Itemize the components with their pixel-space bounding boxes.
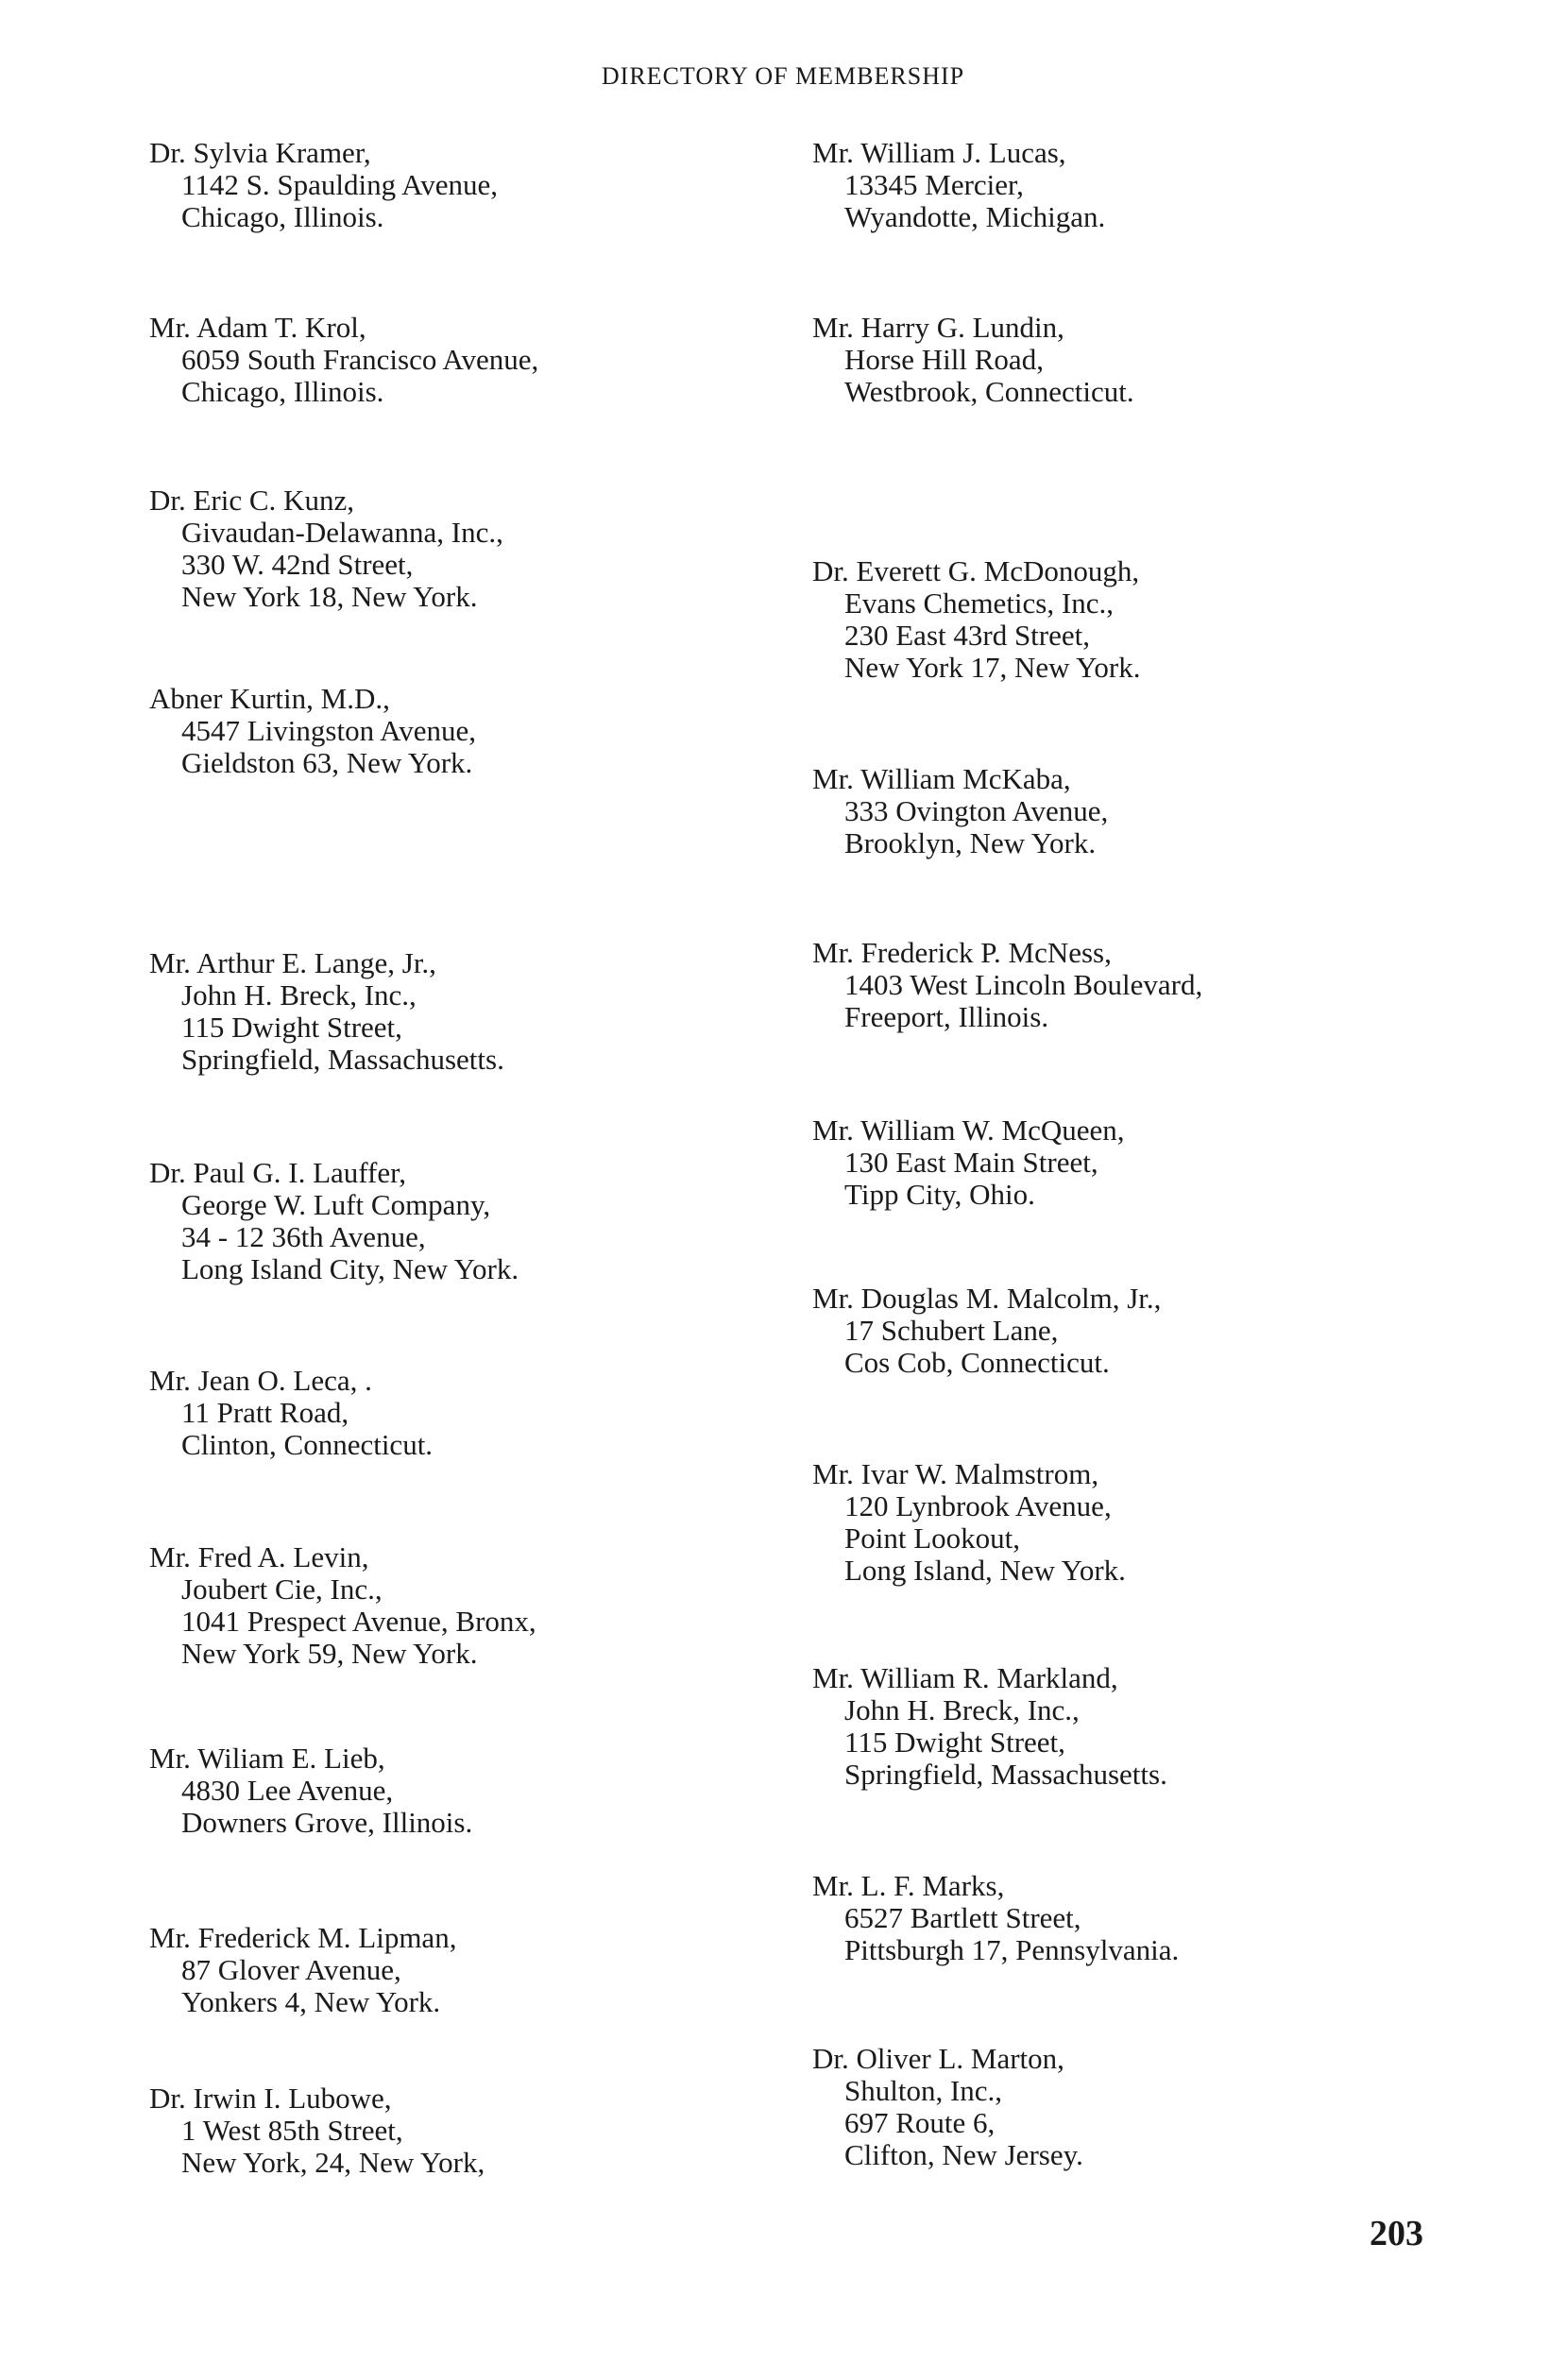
address-line: Clinton, Connecticut.: [181, 1428, 434, 1461]
member-entry: [149, 484, 503, 613]
address-line: 1403 West Lincoln Boulevard,: [844, 968, 1203, 1001]
address-line: John H. Breck, Inc.,: [181, 978, 417, 1012]
member-name: Dr. Irwin I. Lubowe,: [149, 2082, 392, 2115]
address-line: 115 Dwight Street,: [844, 1726, 1065, 1759]
address-line: Evans Chemetics, Inc.,: [844, 586, 1114, 620]
address-line: Westbrook, Connecticut.: [844, 375, 1134, 408]
member-name: Mr. Wiliam E. Lieb,: [149, 1742, 385, 1775]
member-entry: [812, 1283, 1161, 1379]
address-line: 1142 S. Spaulding Avenue,: [181, 168, 498, 201]
member-entry: [812, 312, 1134, 408]
address-line: Tipp City, Ohio.: [844, 1178, 1035, 1211]
address-line: 230 East 43rd Street,: [844, 619, 1091, 652]
address-line: New York, 24, New York,: [181, 2146, 485, 2179]
address-line: Pittsburgh 17, Pennsylvania.: [844, 1933, 1180, 1966]
member-name: Mr. William J. Lucas,: [812, 136, 1066, 169]
member-entry: [149, 312, 538, 408]
member-name: Dr. Sylvia Kramer,: [149, 136, 371, 169]
member-name: Dr. Eric C. Kunz,: [149, 484, 354, 517]
address-line: John H. Breck, Inc.,: [844, 1693, 1080, 1726]
member-name: Mr. Adam T. Krol,: [149, 311, 366, 344]
member-entry: [149, 2082, 485, 2179]
address-line: George W. Luft Company,: [181, 1188, 491, 1221]
address-line: Horse Hill Road,: [844, 343, 1044, 376]
page-header: DIRECTORY OF MEMBERSHIP: [601, 62, 965, 90]
address-line: 17 Schubert Lane,: [844, 1314, 1059, 1347]
address-line: Chicago, Illinois.: [181, 200, 384, 233]
member-entry: [812, 937, 1202, 1033]
address-line: 13345 Mercier,: [844, 168, 1024, 201]
address-line: New York 18, New York.: [181, 580, 478, 613]
member-entry: [149, 683, 476, 779]
member-name: Mr. Jean O. Leca, .: [149, 1364, 372, 1397]
address-line: 34 - 12 36th Avenue,: [181, 1220, 426, 1253]
member-entry: [149, 1922, 456, 2018]
address-line: 333 Ovington Avenue,: [844, 794, 1109, 827]
member-name: Abner Kurtin, M.D.,: [149, 682, 390, 715]
member-entry: [812, 2043, 1083, 2171]
address-line: 11 Pratt Road,: [181, 1396, 349, 1429]
address-line: 6527 Bartlett Street,: [844, 1901, 1081, 1934]
member-entry: [149, 1157, 519, 1285]
address-line: 4547 Livingston Avenue,: [181, 714, 476, 747]
member-name: Dr. Everett G. McDonough,: [812, 554, 1140, 587]
address-line: 4830 Lee Avenue,: [181, 1774, 394, 1807]
member-name: Mr. Douglas M. Malcolm, Jr.,: [812, 1282, 1162, 1315]
address-line: Cos Cob, Connecticut.: [844, 1346, 1110, 1379]
address-line: Springfield, Massachusetts.: [181, 1043, 504, 1076]
member-entry: [149, 947, 504, 1076]
address-line: Downers Grove, Illinois.: [181, 1806, 473, 1839]
member-name: Mr. William W. McQueen,: [812, 1114, 1125, 1147]
member-entry: [812, 1662, 1167, 1791]
address-line: 6059 South Francisco Avenue,: [181, 343, 539, 376]
member-name: Mr. Frederick M. Lipman,: [149, 1921, 457, 1954]
address-line: Clifton, New Jersey.: [844, 2138, 1083, 2171]
member-name: Mr. L. F. Marks,: [812, 1869, 1005, 1902]
address-line: Freeport, Illinois.: [844, 1000, 1049, 1033]
member-name: Dr. Oliver L. Marton,: [812, 2042, 1064, 2075]
address-line: 1041 Prespect Avenue, Bronx,: [181, 1605, 536, 1638]
member-name: Mr. Harry G. Lundin,: [812, 311, 1064, 344]
address-line: Brooklyn, New York.: [844, 826, 1097, 859]
member-name: Mr. William McKaba,: [812, 762, 1071, 795]
member-name: Mr. Arthur E. Lange, Jr.,: [149, 946, 436, 979]
address-line: 697 Route 6,: [844, 2106, 996, 2139]
member-entry: [149, 1742, 472, 1839]
member-entry: [812, 1458, 1126, 1587]
page-number: 203: [1370, 2214, 1423, 2253]
address-line: Chicago, Illinois.: [181, 375, 384, 408]
address-line: New York 59, New York.: [181, 1637, 478, 1670]
address-line: Long Island City, New York.: [181, 1252, 519, 1285]
address-line: 87 Glover Avenue,: [181, 1953, 401, 1986]
member-entry: [812, 763, 1108, 859]
address-line: Wyandotte, Michigan.: [844, 200, 1106, 233]
address-line: 120 Lynbrook Avenue,: [844, 1489, 1112, 1522]
member-entry: [149, 1541, 536, 1670]
address-line: 330 W. 42nd Street,: [181, 548, 414, 581]
member-name: Dr. Paul G. I. Lauffer,: [149, 1156, 406, 1189]
address-line: Yonkers 4, New York.: [181, 1985, 441, 2018]
address-line: Long Island, New York.: [844, 1554, 1126, 1587]
address-line: Joubert Cie, Inc.,: [181, 1572, 383, 1606]
member-name: Mr. William R. Markland,: [812, 1661, 1118, 1694]
address-line: 115 Dwight Street,: [181, 1011, 402, 1044]
address-line: Shulton, Inc.,: [844, 2074, 1003, 2107]
member-entry: [812, 555, 1140, 684]
member-name: Mr. Ivar W. Malmstrom,: [812, 1457, 1099, 1490]
address-line: Point Lookout,: [844, 1522, 1021, 1555]
address-line: Givaudan-Delawanna, Inc.,: [181, 516, 503, 549]
member-entry: [812, 1870, 1179, 1966]
address-line: 1 West 85th Street,: [181, 2114, 403, 2147]
address-line: New York 17, New York.: [844, 651, 1141, 684]
address-line: Gieldston 63, New York.: [181, 746, 473, 779]
member-entry: [149, 137, 498, 233]
address-line: 130 East Main Street,: [844, 1146, 1098, 1179]
member-entry: [812, 1114, 1125, 1211]
address-line: Springfield, Massachusetts.: [844, 1758, 1167, 1791]
member-entry: [812, 137, 1105, 233]
member-name: Mr. Frederick P. McNess,: [812, 936, 1112, 969]
member-entry: [149, 1365, 433, 1461]
member-name: Mr. Fred A. Levin,: [149, 1540, 369, 1573]
